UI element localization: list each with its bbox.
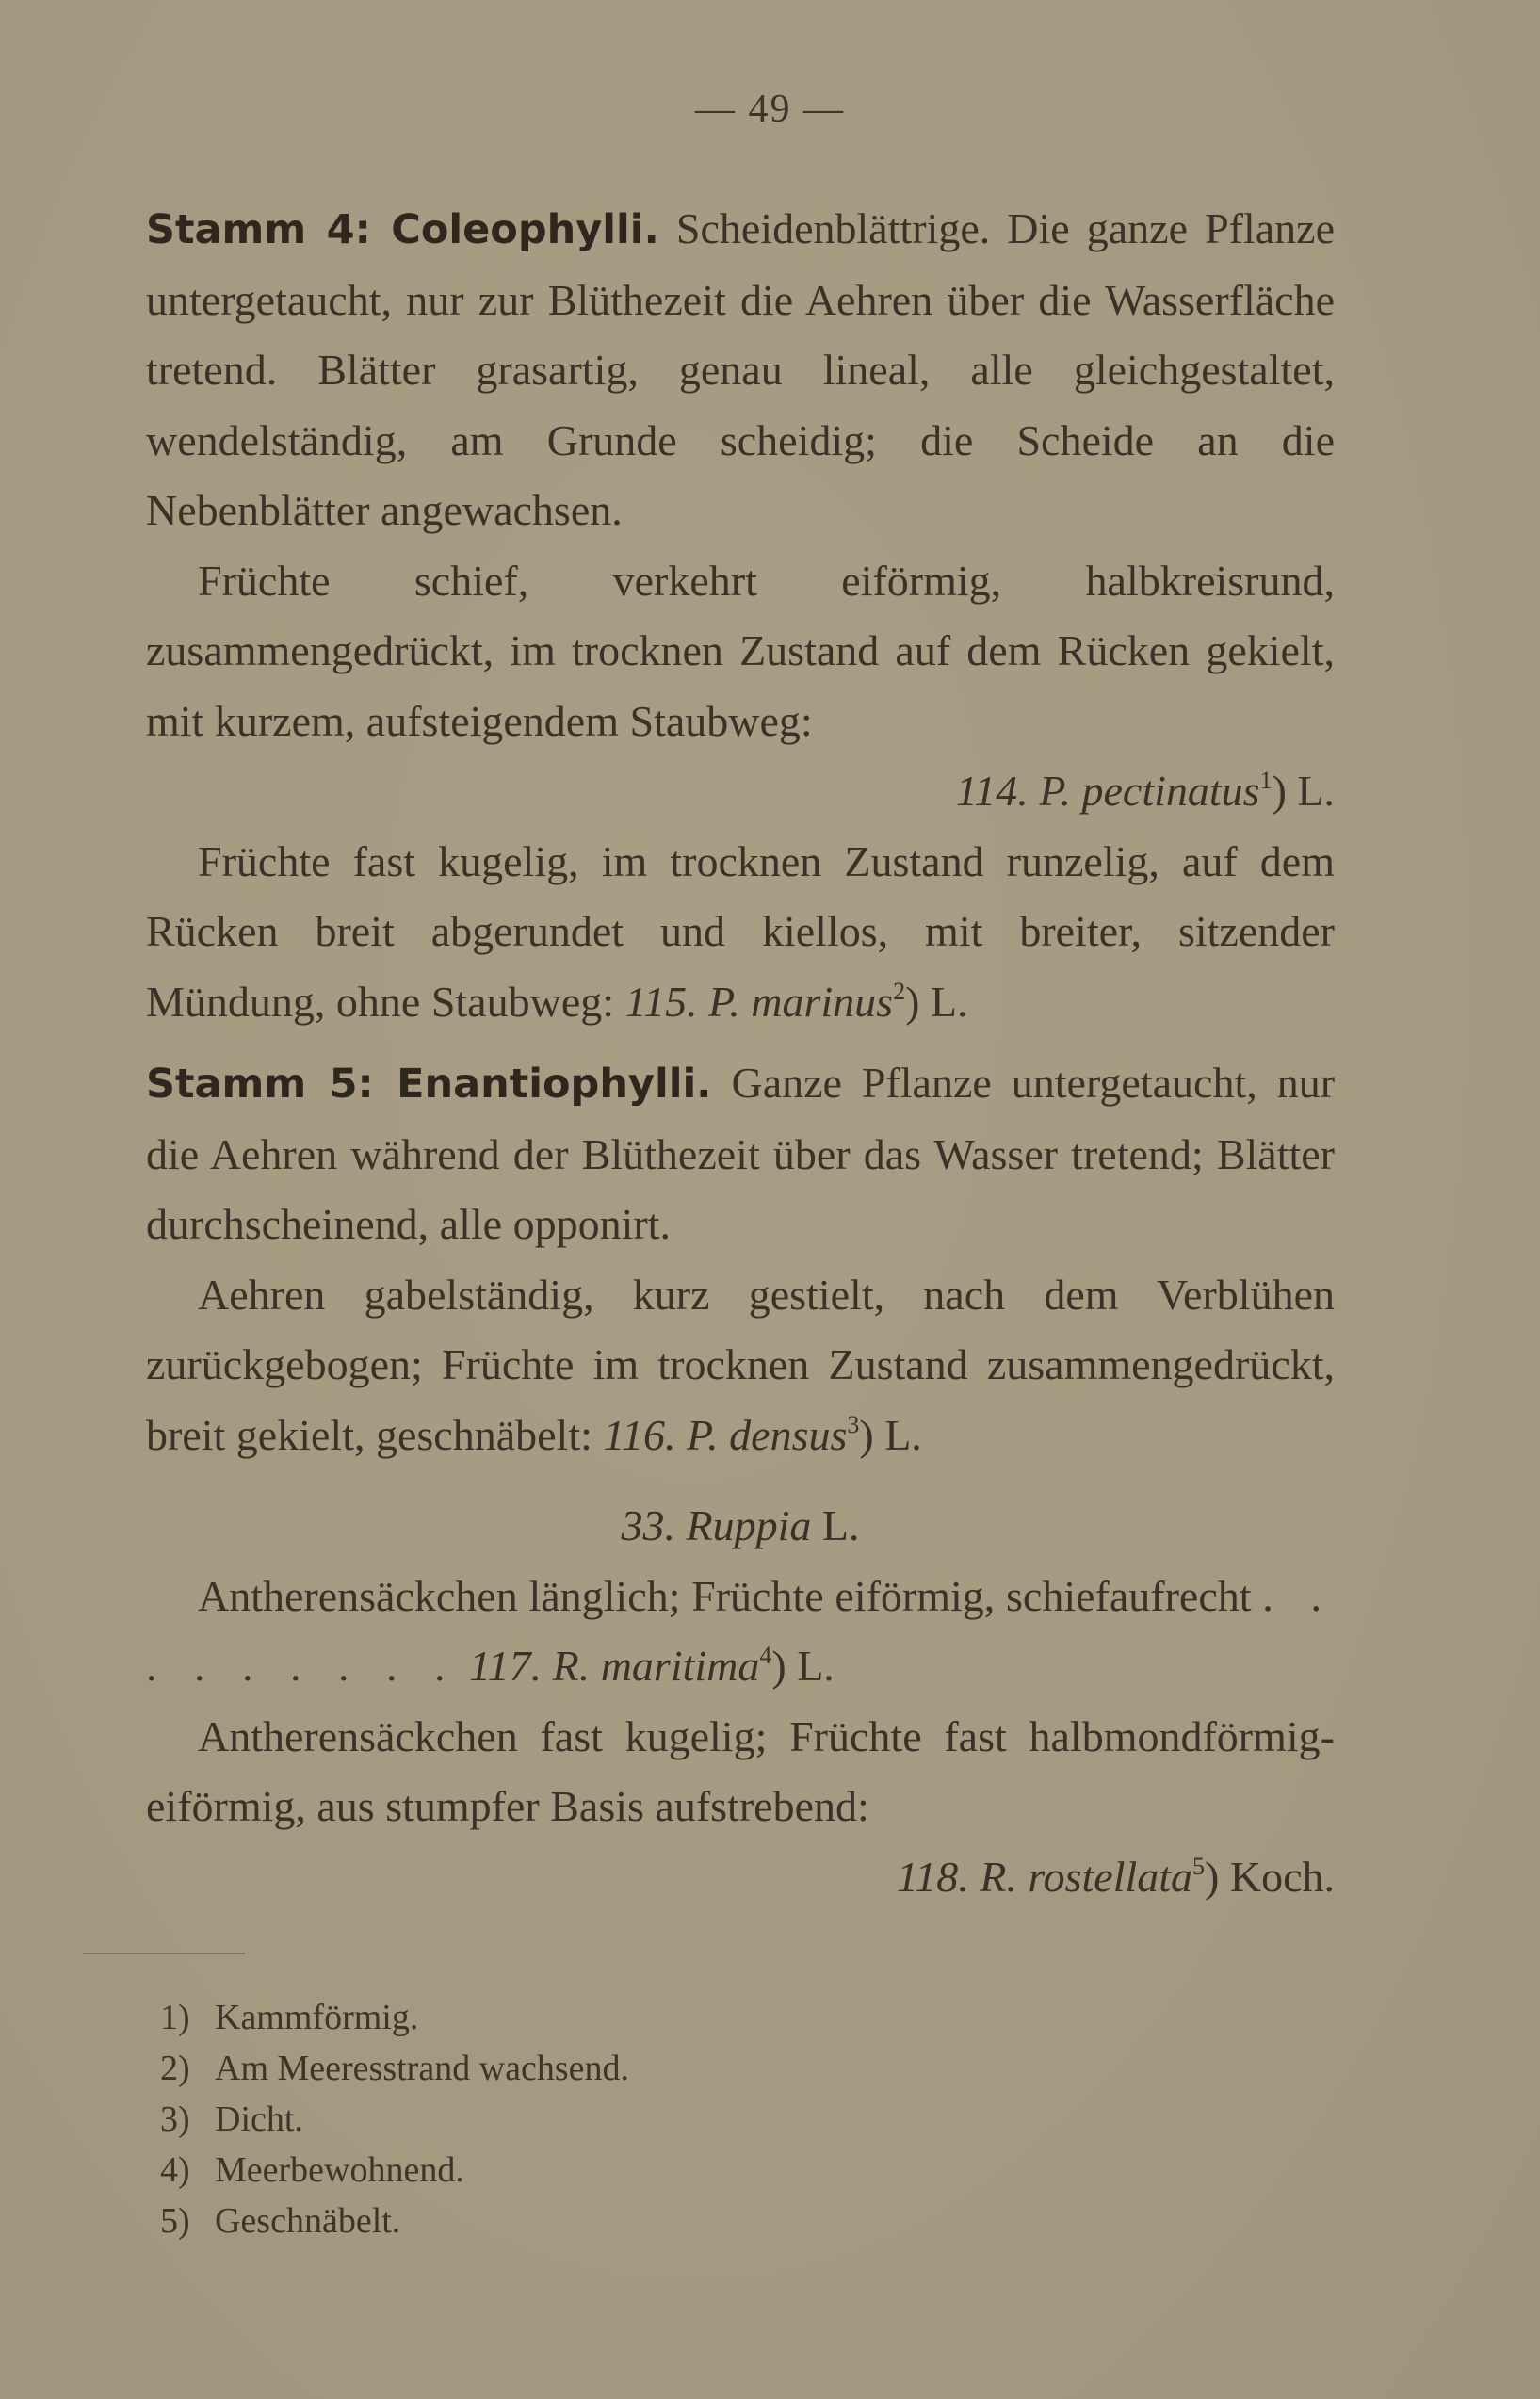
main-text [146,194,1335,1912]
species-name: R. maritima [552,1642,760,1690]
ruppia-key1-text: Antherensäckchen länglich; Früchte eiförmig, schiefaufrecht [198,1571,1252,1620]
species-number: 118. [896,1852,969,1901]
stamm4-key2: Früchte fast kugelig, im trocknen Zustand runzelig, auf dem Rücken breit abgerundet und kiellos, mit breiter, sitzender Mündung, ohne Staubweg: 115. P. marinus$^2$) L. [146,836,1335,1026]
species-name: R. rostellata [980,1852,1193,1901]
species-number: 114. [955,767,1029,815]
species-number: 117. [469,1642,543,1690]
species-name: P. marinus [708,977,894,1026]
stamm4-key1 [146,546,1335,757]
footnote-item: 3) Dicht. [160,2099,303,2139]
stamm5-key: Aehren gabelständig, kurz gestielt, nach dem Verblühen zurückgebogen; Früchte im trocknen Zustand zusammengedrückt, breit gekielt, geschnäbelt: 116. P. densus$^3$) L. [146,1270,1335,1459]
stamm5-description: Ganze Pflanze untergetaucht, nur die Aehren während der Blüthezeit über das Wasser tretend; Blätter durchscheinend, alle opponirt. [146,1059,1336,1248]
ruppia-key1: Antherensäckchen länglich; Früchte eiförmig, schiefaufrecht . . . . . . . . . 117. R. maritima$^4$) L. [146,1571,1335,1690]
ruppia-key2-species: 118. R. rostellata$^5$) Koch. [896,1852,1335,1901]
species-name: P. pectinatus [1039,767,1260,815]
species-author: L. [1297,767,1335,815]
footnote-marker: 4 [759,1642,772,1669]
stamm4-description: Scheidenblättrige. Die ganze Pflanze untergetaucht, nur zur Blüthezeit die Aehren über die Wasserfläche tretend. Blätter grasartig, genau lineal, alle gleichgestaltet, wendelständig, am Grunde scheidig; die Scheide an die Nebenblätter angewachsen. [146,204,1335,534]
footnote-marker: 3 [847,1410,860,1438]
footnote-item: 1) Kammförmig. [160,1998,419,2037]
species-author: L. [797,1642,835,1690]
footnote-divider [83,1953,245,1954]
species-author: L. [930,977,968,1026]
genus-author: L. [821,1501,860,1549]
stamm4-paragraph [146,194,1335,546]
stamm4-key1-text: Früchte schief, verkehrt eiförmig, halbkreisrund, zusammengedrückt, im trocknen Zustand auf dem Rücken gekielt, mit kurzem, aufsteigendem Staubweg: [146,556,1335,745]
footnote-marker: 1 [1259,767,1273,794]
genus-heading [146,1491,1335,1562]
genus-number: 33. [621,1501,675,1549]
species-number: 116. [603,1410,676,1459]
footnote-item: 5) Geschnäbelt. [160,2201,401,2241]
footnotes [160,1992,629,2246]
page-number: — 49 — [695,88,845,131]
footnote-marker: 5 [1192,1852,1206,1880]
footnote-item: 2) Am Meeresstrand wachsend. [160,2049,630,2088]
footnote-item: 4) Meerbewohnend. [160,2150,464,2190]
stamm5-paragraph [146,1048,1335,1260]
species-author: L. [884,1410,922,1459]
dot-leader: . . . . . . . . . [146,1571,1335,1690]
footnote-marker: 2 [893,977,906,1005]
species-author: Koch. [1229,1852,1335,1901]
ruppia-key2-text: Antherensäckchen fast kugelig; Früchte fast halbmondförmig-eiförmig, aus stumpfer Basis aufstrebend: [146,1711,1335,1830]
species-number: 115. [624,977,698,1026]
stamm4-heading: Stamm 4: Coleophylli. [146,206,659,253]
stamm4-key1-species: 114. P. pectinatus$^1$) L. [955,767,1335,815]
stamm4-key2-text: Früchte fast kugelig, im trocknen Zustand runzelig, auf dem Rücken breit abgerundet und kiellos, mit breiter, sitzender Mündung, ohne Staubweg: [146,836,1335,1026]
genus-name: Ruppia [686,1501,812,1549]
stamm5-heading: Stamm 5: Enantiophylli. [146,1061,712,1108]
species-name: P. densus [686,1410,848,1459]
ruppia-key2 [146,1702,1335,1842]
stamm5-key-text: Aehren gabelständig, kurz gestielt, nach dem Verblühen zurückgebogen; Früchte im trocknen Zustand zusammengedrückt, breit gekielt, geschnäbelt: [146,1270,1335,1459]
